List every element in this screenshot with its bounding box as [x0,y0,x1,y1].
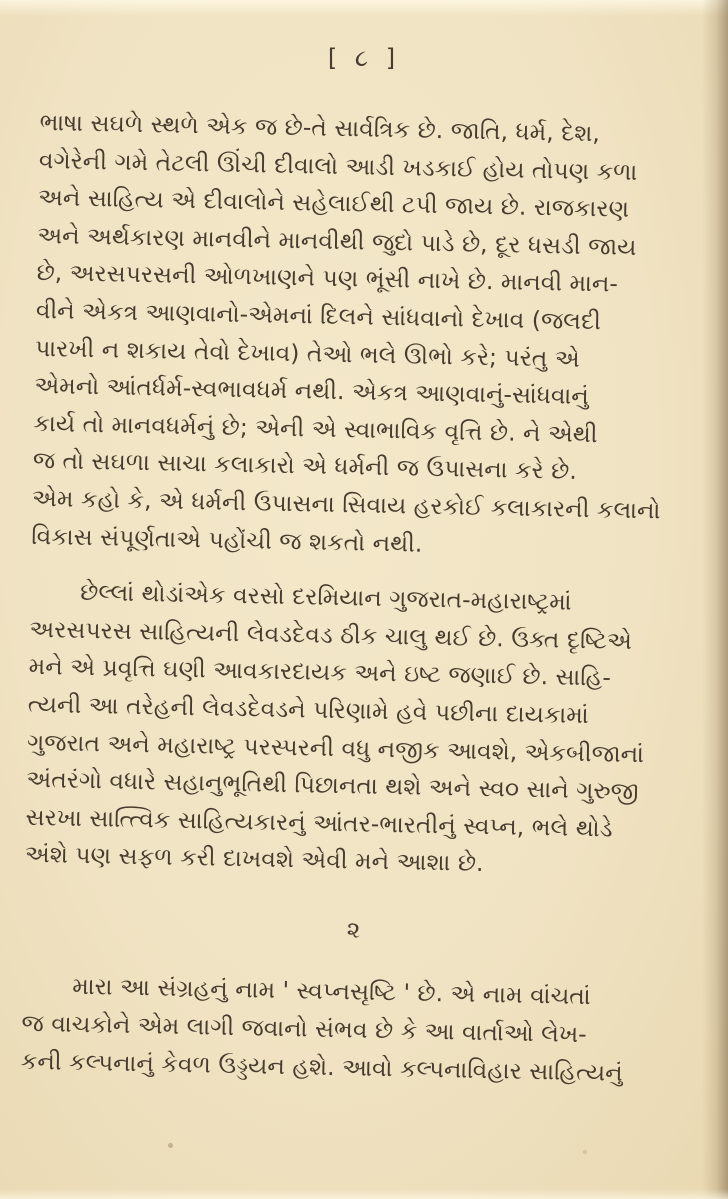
text-line: વગેરેની ગમે તેટલી ઊંચી દીવાલો આડી ખડકાઈ હોય તોપણ કળા [38,145,638,186]
text-line: કાર્ય તો માનવધર્મનું છે; એની એ સ્વાભાવિક વૃત્તિ છે. ને એથી [33,408,598,449]
page-text-block [20,104,728,1094]
text-line: ત્યની આ તરેહની લેવડદેવડને પરિણામે હવે પછીના દાયકામાં [27,689,589,730]
paper-speck [583,1150,587,1154]
page-number: [ ૮ ] [327,44,401,72]
text-line: છે, અરસપરસની ઓળખાણને પણ ભૂંસી નાખે છે. માનવી માન- [36,258,619,299]
text-line: અંતરંગો વધારે સહાનુભૂતિથી પિછાનતા થશે અને સ્વ૦ સાને ગુરુજી [26,764,639,806]
page-edge-shadow [702,0,728,1199]
paragraph-3 [20,967,722,1094]
text-line: અરસપરસ સાહિત્યની લેવડદેવડ ઠીક ચાલુ થઈ છે. ઉક્ત દૃષ્ટિએ [29,614,633,655]
section-number: ૨ [346,917,361,944]
text-line: અંશે પણ સફળ કરી દાખવશે એવી મને આશા છે. [24,840,484,878]
text-line: કની કલ્પનાનું કેવળ ઉડ્ડયન હશે. આવો કલ્પનાવિહાર સાહિત્યનું [20,1046,623,1087]
paper-speck [168,1143,173,1148]
text-line: ભાષા સઘળે સ્થળે એક જ છે-તે સાર્વત્રિક છે. જાતિ, ધર્મ, દેશ, [39,107,601,148]
page-top-light-edge [0,0,728,16]
text-line: ગુજરાત અને મહારાષ્ટ્ર પરસ્પરની વધુ નજીક આવશે, એકબીજાનાં [26,727,645,768]
text-line: છેલ્લાં થોડાંએક વરસો દરમિયાન ગુજરાત-મહારાષ્ટ્રમાં [79,578,572,616]
text-line: જ વાચકોને એમ લાગી જવાનો સંભવ છે કે આ વાર્તાઓ લેખ- [21,1008,587,1049]
text-line: અને સાહિત્ય એ દીવાલોને સહેલાઈથી ટપી જાય છે. રાજકારણ [37,183,630,224]
text-line: એમ કહો કે, એ ધર્મની ઉપાસના સિવાય હરકોઈ કલાકારની કલાનો [31,483,661,525]
text-line: સરખા સાત્ત્વિક સાહિત્યકારનું આંતર-ભારતીનું સ્વપ્ન, ભલે થોડે [25,802,613,843]
paragraph-2 [25,573,728,888]
text-line: મને એ પ્રવૃત્તિ ઘણી આવકારદાયક અને ઇષ્ટ જણાઈ છે. સાહિ- [28,652,612,692]
text-line: વિકાસ સંપૂર્ણતાએ પહોંચી જ શકતો નથી. [31,521,423,558]
text-line: વીને એકત્ર આણવાનો-એમનાં દિલને સાંધવાનો દેખાવ (જલદી [35,295,602,336]
paragraph-1 [31,104,728,569]
page-bottom-light-edge [0,1189,728,1199]
text-line: અને અર્થકારણ માનવીને માનવીથી જુદો પાડે છે, દૂર ધસડી જાય [37,220,637,261]
text-line: મારા આ સંગ્રહનું નામ ' સ્વપ્નસૃષ્ટિ ' છે. એ નામ વાંચતાં [72,972,591,1011]
text-line: પારખી ન શકાય તેવો દેખાવ) તેઓ ભલે ઊભો કરે; પરંતુ એ [34,333,580,373]
text-line: એમનો આંતર્ધર્મ-સ્વભાવધર્મ નથી. એકત્ર આણવાનું-સાંધવાનું [34,371,590,411]
text-line: જ તો સઘળા સાચા કલાકારો એ ધર્મની જ ઉપાસના કરે છે. [32,446,578,486]
